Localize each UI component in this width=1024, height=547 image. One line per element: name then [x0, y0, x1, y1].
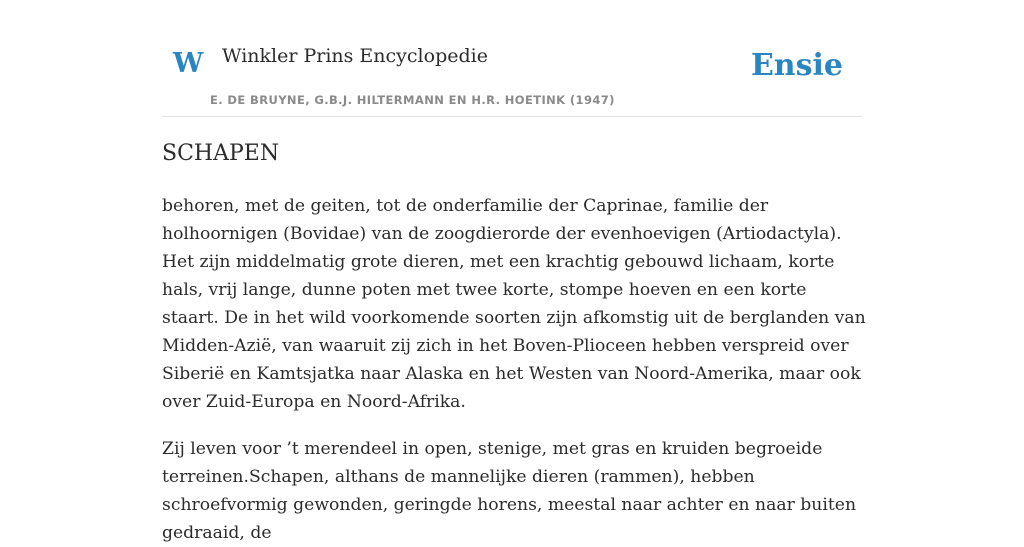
site-title[interactable]: Winkler Prins Encyclopedie: [222, 45, 488, 67]
site-logo[interactable]: W: [173, 48, 204, 79]
authors-credit: E. DE BRUYNE, G.B.J. HILTERMANN EN H.R. HOETINK (1947): [210, 93, 615, 107]
brand-logo[interactable]: Ensie: [750, 48, 843, 83]
article-paragraph: Zij leven voor ’t merendeel in open, stenige, met gras en kruiden begroeide terreinen.Schapen, althans de mannelijke dieren (rammen), hebben schroefvormig gewonden, geringde horens, meestal naar achter en naar buiten gedraaid, de: [162, 439, 857, 543]
article-page: [162, 0, 866, 543]
article-paragraph: behoren, met de geiten, tot de onderfamilie der Caprinae, familie der holhoornigen (Bovidae) van de zoogdierorde der evenhoevigen (Artiodactyla). Het zijn middelmatig grote dieren, met een krachtig gebouwd lichaam, korte hals, vrij lange, dunne poten met twee korte, stompe hoeven en een korte staart. De in het wild voorkomende soorten zijn afkomstig uit de berglanden van Midden-Azië, van waaruit zij zich in het Boven-Plioceen hebben verspreid over Siberië en Kamtsjatka naar Alaska en het Westen van Noord-Amerika, maar ook over Zuid-Europa en Noord-Afrika.: [162, 196, 866, 412]
site-header: [162, 0, 862, 117]
article-title: SCHAPEN: [162, 141, 280, 166]
